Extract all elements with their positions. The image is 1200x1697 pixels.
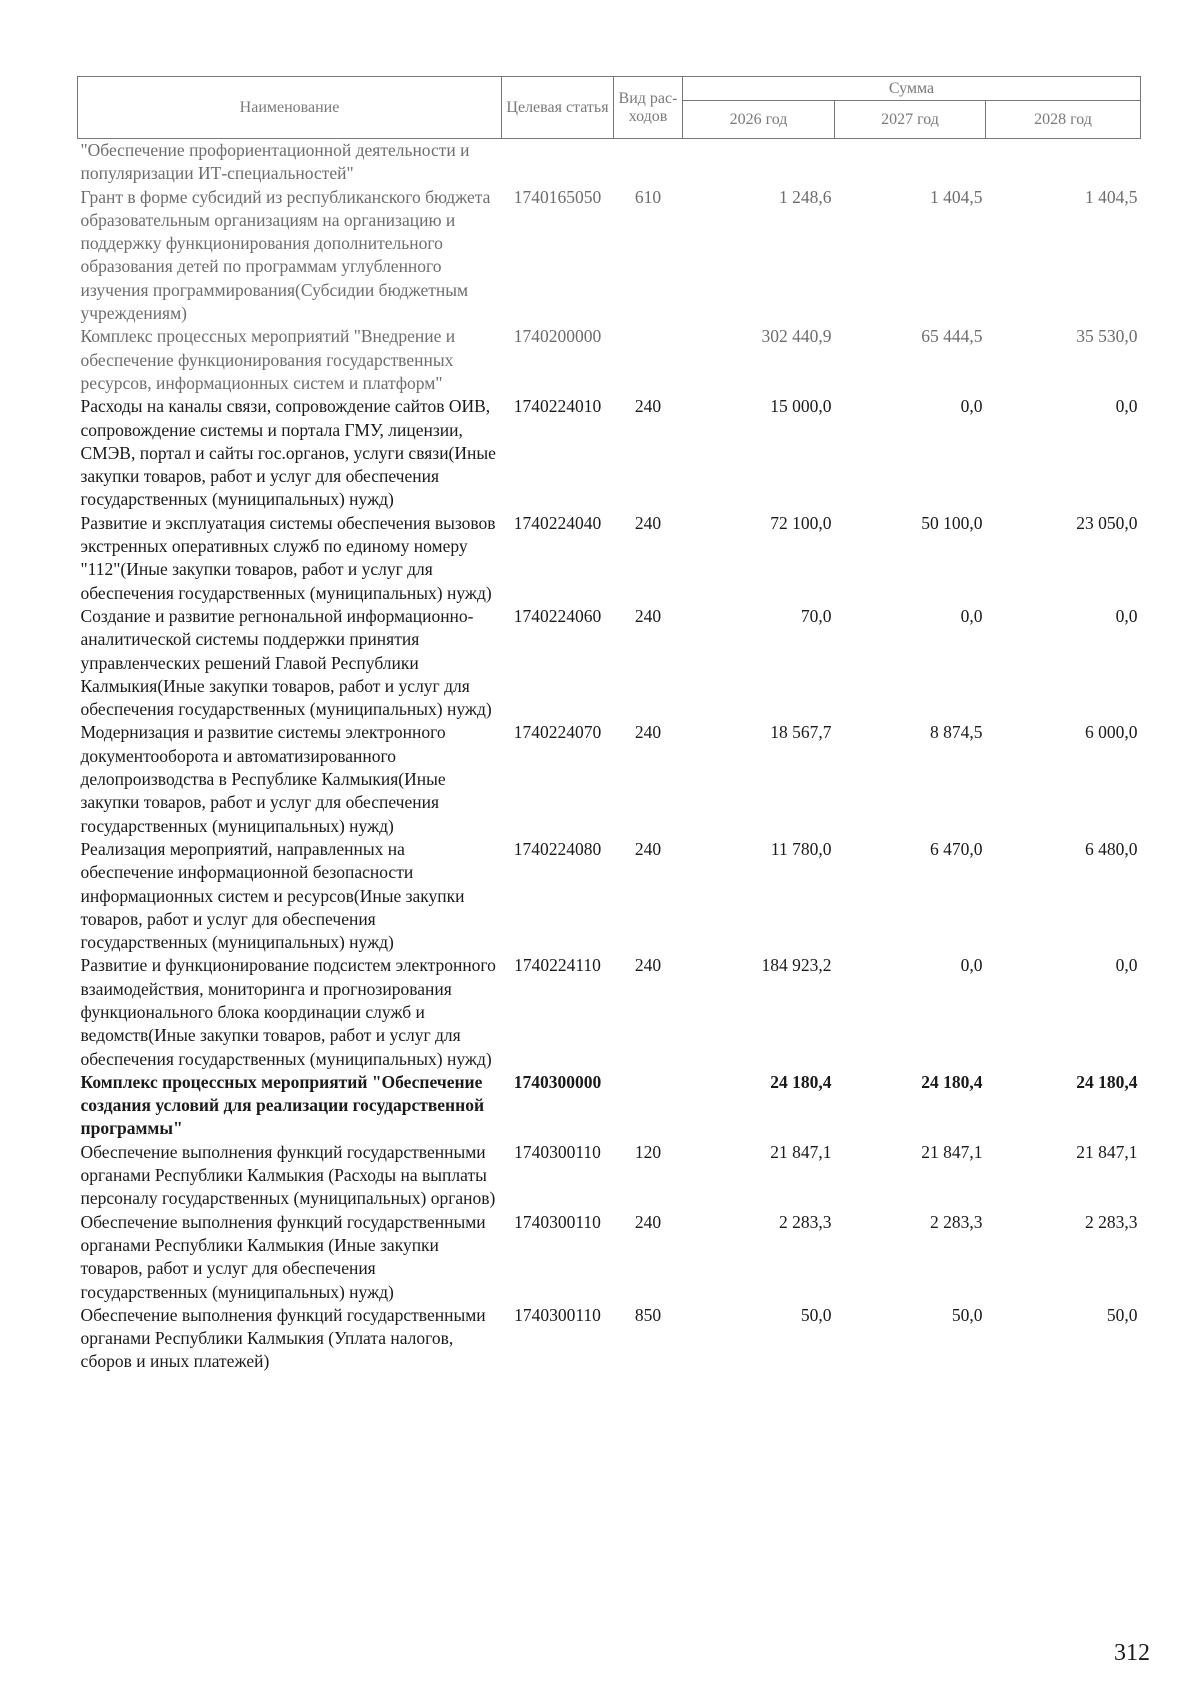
row-kind	[614, 1071, 683, 1141]
row-name: Обеспечение выполнения функций государственными органами Республики Калмыкия (Уплата налогов, сборов и иных платежей)	[80, 1304, 486, 1372]
row-code: 1740300000	[513, 1071, 602, 1092]
row-name: Обеспечение выполнения функций государственными органами Республики Калмыкия (Иные закупки товаров, работ и услуг для обеспечения государственных (муниципальных) нужд)	[80, 1211, 486, 1302]
table-row	[78, 1211, 1141, 1304]
row-2026: 302 440,9	[761, 326, 832, 347]
row-name: Обеспечение выполнения функций государственными органами Республики Калмыкия (Расходы на выплаты персоналу государственных (муниципальных) органов)	[80, 1141, 496, 1209]
table-row	[78, 139, 1141, 186]
row-2027: 21 847,1	[921, 1141, 983, 1162]
row-2028: 6 480,0	[1085, 838, 1138, 859]
row-2027: 50 100,0	[921, 512, 983, 533]
row-kind	[614, 325, 683, 395]
row-2028: 23 050,0	[1076, 512, 1138, 533]
header-code: Целевая статья	[502, 77, 614, 139]
row-2028: 2 283,3	[1085, 1211, 1138, 1232]
row-name: Развитие и функционирование подсистем электронного взаимодействия, мониторинга и прогнозирования функционального блока координации служб и ведомств(Иные закупки товаров, работ и услуг для обеспечения государственных (муниципальных) нужд)	[80, 955, 496, 1069]
row-2026: 15 000,0	[770, 396, 832, 417]
header-kind: Вид рас-ходов	[614, 77, 683, 139]
row-code	[502, 139, 614, 186]
row-2028	[986, 139, 1141, 186]
row-2026: 50,0	[800, 1304, 832, 1325]
table-row	[78, 838, 1141, 954]
row-code: 1740165050	[513, 186, 602, 207]
header-2027: 2027 год	[835, 101, 986, 139]
row-kind	[614, 139, 683, 186]
row-name: Расходы на каналы связи, сопровождение сайтов ОИВ, сопровождение системы и портала ГМУ, лицензии, СМЭВ, портал и сайты гос.органов, услуги связи(Иные закупки товаров, работ и услуг для обеспечения государственных (муниципальных) нужд)	[80, 396, 496, 510]
table-header	[78, 77, 1141, 139]
table-row	[78, 325, 1141, 395]
row-kind: 240	[634, 1211, 662, 1232]
row-name: Грант в форме субсидий из республиканского бюджета образовательным организациям на организацию и поддержку функционирования дополнительного образования детей по программам углубленного изучения программирования(Субсидии бюджетным учреждениям)	[80, 186, 491, 324]
row-2027: 0,0	[960, 955, 983, 976]
row-2027: 6 470,0	[930, 838, 983, 859]
row-name: "Обеспечение профориентационной деятельности и популяризации ИТ-специальностей"	[80, 140, 470, 184]
table-row	[78, 1304, 1141, 1374]
row-code: 1740300110	[514, 1211, 601, 1232]
row-2027: 65 444,5	[921, 326, 983, 347]
header-2028: 2028 год	[986, 101, 1141, 139]
row-2028: 35 530,0	[1076, 326, 1138, 347]
row-2027: 8 874,5	[930, 722, 983, 743]
row-code: 1740224080	[513, 838, 602, 859]
row-kind: 120	[634, 1141, 662, 1162]
row-kind: 240	[634, 396, 662, 417]
table-row	[78, 1141, 1141, 1211]
row-2027	[835, 139, 986, 186]
table-row	[78, 395, 1141, 511]
table-row	[78, 605, 1141, 721]
row-2027: 0,0	[960, 605, 983, 626]
row-2028: 0,0	[1115, 396, 1138, 417]
row-code: 1740200000	[513, 326, 602, 347]
table-row	[78, 512, 1141, 605]
header-name: Наименование	[78, 77, 502, 139]
row-name: Создание и развитие регнональной информационно-аналитической системы поддержки принятия управленческих решений Главой Республики Калмыкия(Иные закупки товаров, работ и услуг для обеспечения государственных (муниципальных) нужд)	[80, 605, 492, 720]
row-name: Комплекс процессных мероприятий "Обеспечение создания условий для реализации государственной программы"	[80, 1071, 485, 1139]
row-2027: 0,0	[960, 396, 983, 417]
table-row	[78, 1071, 1141, 1141]
row-2028: 21 847,1	[1076, 1141, 1138, 1162]
row-kind: 850	[634, 1304, 662, 1325]
header-sum: Сумма	[683, 77, 1141, 101]
row-kind: 240	[634, 722, 662, 743]
row-name: Развитие и эксплуатация системы обеспечения вызовов экстренных оперативных служб по единому номеру "112"(Иные закупки товаров, работ и услуг для обеспечения государственных (муниципальных) нужд)	[80, 512, 496, 603]
row-name: Модернизация и развитие системы электронного документооборота и автоматизированного делопроизводства в Республике Калмыкия(Иные закупки товаров, работ и услуг для обеспечения государственных (муниципальных) нужд)	[80, 722, 446, 836]
row-2026: 184 923,2	[761, 955, 832, 976]
row-2028: 24 180,4	[1076, 1071, 1138, 1092]
row-2026: 24 180,4	[770, 1071, 832, 1092]
row-code: 1740224070	[513, 722, 602, 743]
page-number: 312	[1114, 1640, 1150, 1666]
row-2028: 6 000,0	[1085, 722, 1138, 743]
table-body	[78, 139, 1141, 1374]
row-2026: 72 100,0	[770, 512, 832, 533]
row-code: 1740224060	[513, 605, 602, 626]
row-kind: 240	[634, 838, 662, 859]
row-name: Реализация мероприятий, направленных на обеспечение информационной безопасности информационных систем и ресурсов(Иные закупки товаров, работ и услуг для обеспечения государственных (муниципальных) нужд)	[80, 838, 465, 953]
row-2027: 1 404,5	[930, 186, 983, 207]
row-2026	[683, 139, 835, 186]
row-2026: 11 780,0	[770, 838, 832, 859]
row-2028: 50,0	[1106, 1304, 1138, 1325]
table-row	[78, 954, 1141, 1070]
header-2026: 2026 год	[683, 101, 835, 139]
document-page	[77, 76, 1140, 1374]
row-2026: 21 847,1	[770, 1141, 832, 1162]
row-kind: 240	[634, 955, 662, 976]
row-code: 1740224040	[513, 512, 602, 533]
row-2026: 1 248,6	[779, 186, 832, 207]
row-2028: 0,0	[1115, 955, 1138, 976]
row-2027: 50,0	[951, 1304, 983, 1325]
row-code: 1740300110	[514, 1304, 601, 1325]
row-code: 1740224010	[513, 396, 602, 417]
table-row	[78, 721, 1141, 837]
row-kind: 240	[634, 512, 662, 533]
row-2028: 0,0	[1115, 605, 1138, 626]
row-2026: 70,0	[800, 605, 832, 626]
row-2026: 18 567,7	[770, 722, 832, 743]
row-kind: 240	[634, 605, 662, 626]
row-kind: 610	[634, 186, 662, 207]
row-name: Комплекс процессных мероприятий "Внедрение и обеспечение функционирования государственных ресурсов, информационных систем и платформ"	[80, 326, 456, 393]
row-2027: 2 283,3	[930, 1211, 983, 1232]
row-2026: 2 283,3	[779, 1211, 832, 1232]
budget-table	[77, 76, 1141, 1374]
row-code: 1740224110	[514, 955, 601, 976]
row-code: 1740300110	[514, 1141, 601, 1162]
row-2028: 1 404,5	[1085, 186, 1138, 207]
table-row	[78, 186, 1141, 326]
row-2027: 24 180,4	[921, 1071, 983, 1092]
